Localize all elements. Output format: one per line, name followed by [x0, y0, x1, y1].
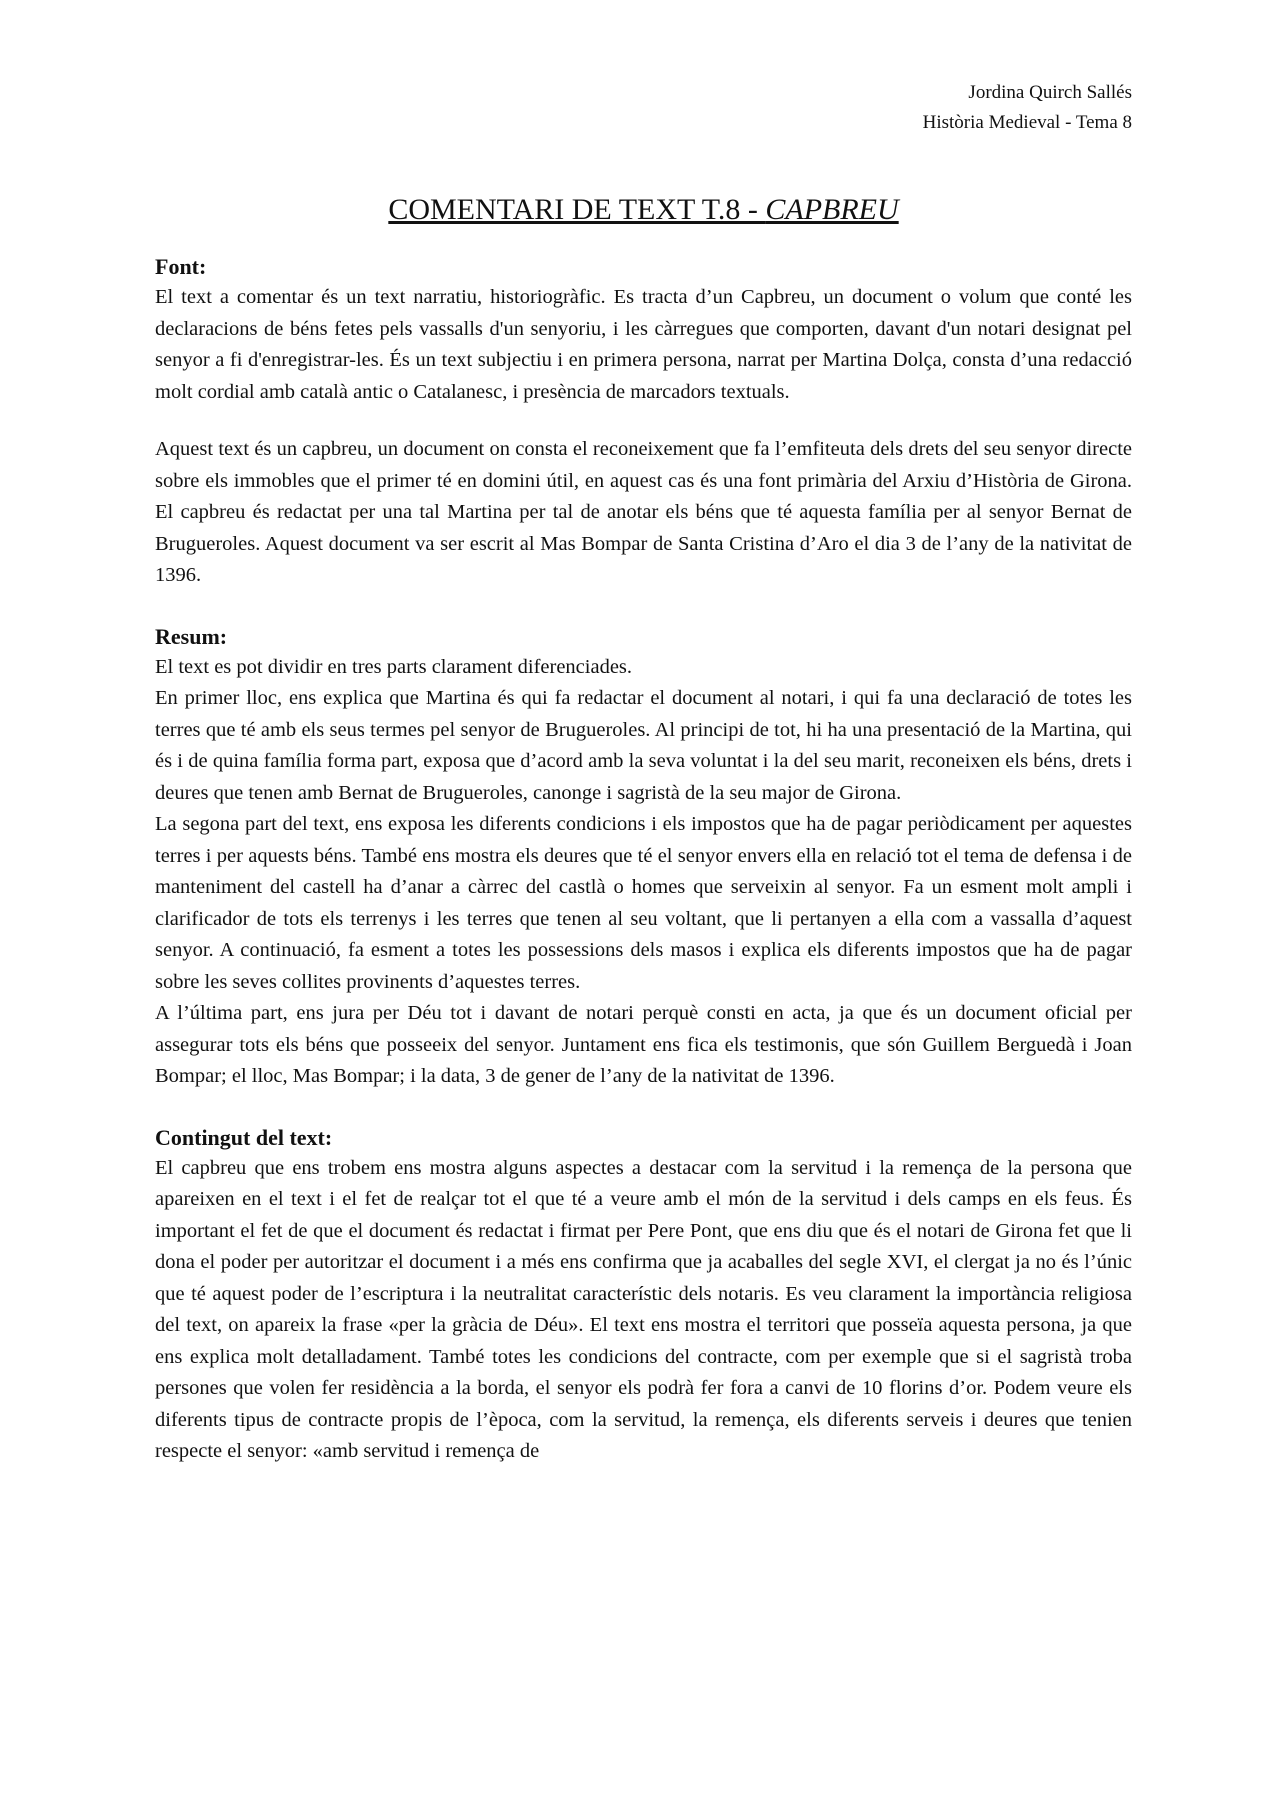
paragraph: La segona part del text, ens exposa les diferents condicions i els impostos que ha de pagar periòdicament per aquestes terres i per aquests béns. També ens mostra els deures que té el senyor envers ella en relació tot el tema de defensa i de manteniment del castell ha d’anar a càrrec del castlà o homes que serveixin al senyor. Fa un esment molt ampli i clarificador de tots els terrenys i les terres que tenen al seu voltant, que li pertanyen a ella com a vassalla d’aquest senyor. A continuació, fa esment a totes les possessions dels masos i explica els diferents impostos que ha de pagar sobre les seves collites provinents d’aquestes terres. — [155, 813, 1132, 993]
page-header — [155, 78, 1132, 138]
paragraph: Aquest text és un capbreu, un document on consta el reconeixement que fa l’emfiteuta dels drets del seu senyor directe sobre els immobles que el primer té en domini útil, en aquest cas és una font primària del Arxiu d’Història de Girona. El capbreu és redactat per una tal Martina per tal de anotar els béns que té aquesta família per al senyor Bernat de Brugueroles. Aquest document va ser escrit al Mas Bompar de Santa Cristina d’Aro el dia 3 de l’any de la nativitat de 1396. — [155, 438, 1132, 586]
title-emphasis: CAPBREU — [765, 193, 899, 226]
paragraph: A l’última part, ens jura per Déu tot i davant de notari perquè consti en acta, ja que és un document oficial per assegurar tots els béns que posseeix del senyor. Juntament ens fica els testimonis, que són Guillem Berguedà i Joan Bompar; el lloc, Mas Bompar; i la data, 3 de gener de l’any de la nativitat de 1396. — [155, 1002, 1132, 1087]
author-name: Jordina Quirch Sallés — [968, 82, 1132, 103]
section-spacer — [155, 592, 1132, 622]
title-prefix: COMENTARI DE TEXT T.8 - — [388, 193, 766, 226]
paragraph: El text es pot dividir en tres parts clarament diferenciades. — [155, 655, 633, 678]
section-heading-resum: Resum: — [155, 623, 228, 649]
paragraph: El capbreu que ens trobem ens mostra alguns aspectes a destacar com la servitud i la remença de la persona que apareixen en el text i el fet de realçar tot el que té a veure amb el món de la servitud i dels camps en els feus. És important el fet de que el document és redactat i firmat per Pere Pont, que ens diu que és el notari de Girona fet que li dona el poder per autoritzar el document i a més ens confirma que ja acaballes del segle XVI, el clergat ja no és l’únic que té aquest poder de l’escriptura i la neutralitat característic dels notaris. Es veu clarament la importància religiosa del text, on apareix la frase «per la gràcia de Déu». El text ens mostra el territori que posseïa aquesta persona, ja que ens explica molt detalladament. També totes les condicions del contracte, com per exemple que si el sagristà troba persones que volen fer residència a la borda, el senyor els podrà fer fora a canvi de 10 florins d’or. Podem veure els diferents tipus de contracte propis de l’època, com la servitud, la remença, els diferents serveis i deures que tenien respecte el senyor: «amb servitud i remença de — [155, 1156, 1132, 1462]
paragraph-spacer — [155, 408, 1132, 434]
section-spacer — [155, 1093, 1132, 1123]
paragraph: El text a comentar és un text narratiu, historiogràfic. Es tracta d’un Capbreu, un document o volum que conté les declaracions de béns fetes pels vassalls d'un senyoriu, i les càrregues que comporten, davant d'un notari designat pel senyor a fi d'enregistrar-les. És un text subjectiu i en primera persona, narrat per Martina Dolça, consta d’una redacció molt cordial amb català antic o Catalanesc, i presència de marcadors textuals. — [155, 286, 1132, 403]
section-resum — [155, 622, 1132, 1093]
section-font — [155, 252, 1132, 592]
section-contingut — [155, 1123, 1132, 1468]
document-title — [155, 190, 1132, 230]
section-heading-font: Font: — [155, 254, 207, 279]
section-heading-contingut: Contingut del text: — [155, 1124, 333, 1150]
paragraph: En primer lloc, ens explica que Martina és qui fa redactar el document al notari, i qui fa una declaració de totes les terres que té amb els seus termes pel senyor de Brugueroles. Al principi de tot, hi ha una presentació de la Martina, qui és i de quina família forma part, exposa que d’acord amb la seva voluntat i la del seu marit, reconeixen els béns, drets i deures que tenen amb Bernat de Brugueroles, canonge i sagristà de la seu major de Girona. — [155, 687, 1132, 804]
course-name: Història Medieval - Tema 8 — [922, 112, 1132, 133]
